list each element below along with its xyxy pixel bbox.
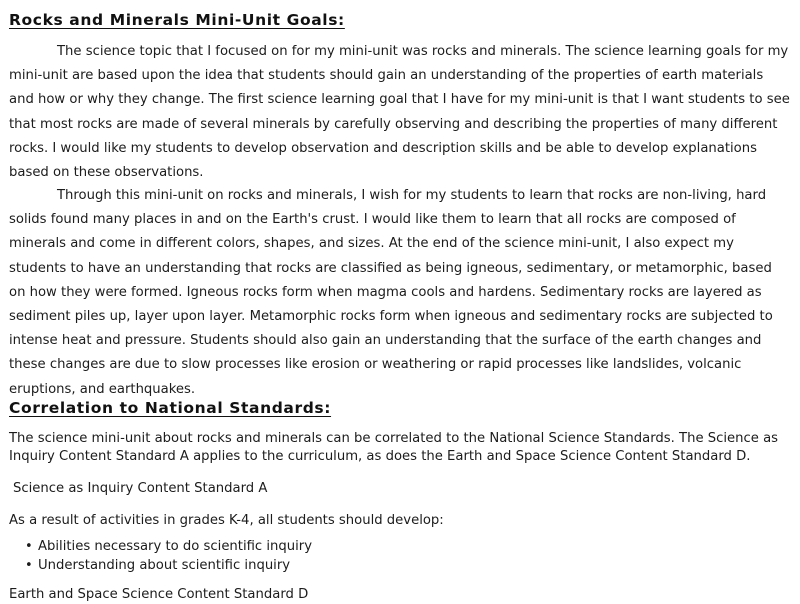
paragraph-grades-lead-in: [9, 512, 792, 530]
paragraph-text: As a result of activities in grades K-4, all students should develop:: [9, 513, 444, 528]
subheading-inquiry-standard-a: [13, 480, 796, 498]
paragraph-text: The science mini-unit about rocks and minerals can be correlated to the National Science Standards. The Science as Inquiry Content Standard A applies to the curriculum, as does the Earth and Space Science Content Standard D.: [9, 431, 779, 465]
list-item: [25, 538, 800, 557]
subheading-text: Science as Inquiry Content Standard A: [13, 481, 268, 496]
list-item-label: Abilities necessary to do scientific inquiry: [38, 539, 313, 554]
list-item-label: Understanding about scientific inquiry: [38, 557, 291, 573]
paragraph-text: Through this mini-unit on rocks and minerals, I wish for my students to learn that rocks are non-living, hard solids found many places in and on the Earth's crust. I would like them to learn that all rocks are composed of minerals and come in different colors, shapes, and sizes. At the end of the science mini-unit, I also expect my students to have an understanding that rocks are classified as being igneous, sedimentary, or metamorphic, based on how they were formed. Igneous rocks form when magma cools and hardens. Sedimentary rocks are layered as sediment piles up, layer upon layer. Metamorphic rocks form when igneous and sedimentary rocks are subjected to intense heat and pressure. Students should also gain an understanding that the surface of the earth changes and these changes are due to slow processes like erosion or weathering or rapid processes like landslides, volcanic eruptions, and earthquakes.: [9, 188, 773, 397]
subheading-earth-space-standard-d: Earth and Space Science Content Standard D: [9, 587, 309, 602]
paragraph-text: The science topic that I focused on for my mini-unit was rocks and minerals. The science learning goals for my mini-unit are based upon the idea that students should gain an understanding of the properties of earth materials and how or why they change. The first science learning goal that I have for my mini-unit is that I want students to see that most rocks are made of several minerals by carefully observing and describing the properties of many different rocks. I would like my students to develop observation and description skills and be able to develop explanations based on these observations.: [9, 44, 790, 181]
list-item: [25, 557, 800, 576]
paragraph-standards-intro: [9, 430, 792, 467]
bullet-list-inquiry: [0, 538, 800, 575]
paragraph-goals-detail: [9, 184, 792, 402]
bullet-icon: •: [25, 539, 33, 554]
paragraph-goals-intro: [9, 40, 792, 185]
section-heading-correlation: Correlation to National Standards:: [9, 399, 332, 417]
bullet-icon: •: [25, 557, 33, 573]
page-title-goals: Rocks and Minerals Mini-Unit Goals:: [9, 11, 345, 29]
